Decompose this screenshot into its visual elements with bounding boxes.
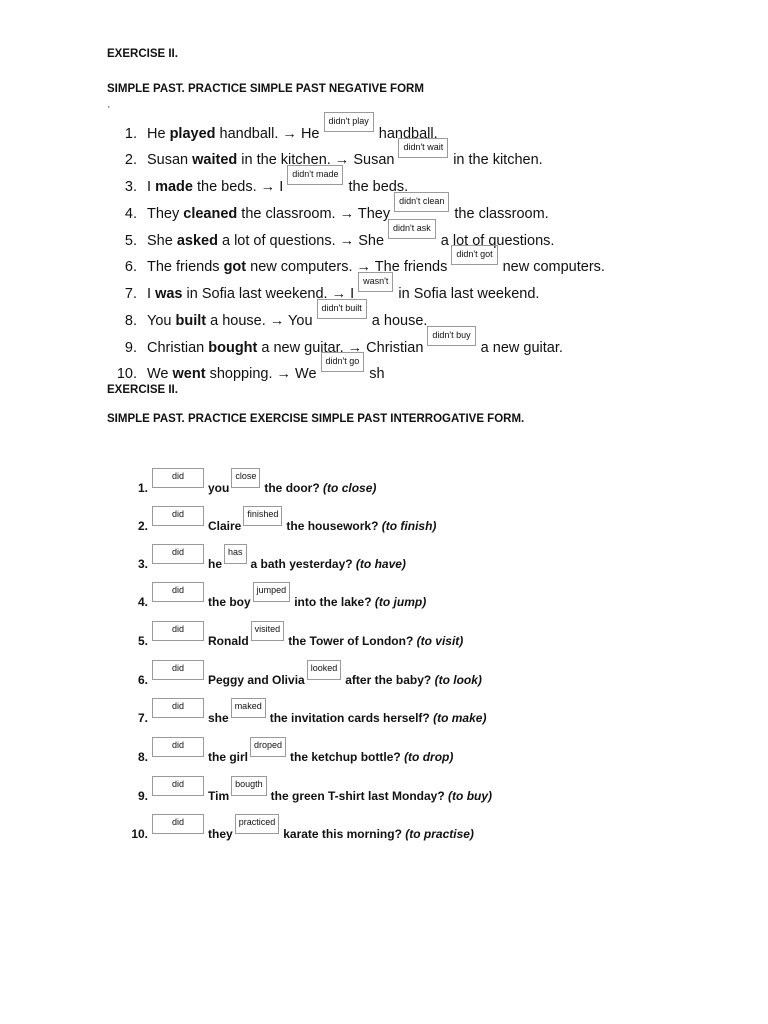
exercise-heading-2: EXERCISE II. xyxy=(107,384,178,396)
subject: they xyxy=(208,827,233,841)
verb-hint: (to visit) xyxy=(416,634,464,648)
question-rest: the housework? xyxy=(286,519,379,533)
subject: Peggy and Olivia xyxy=(208,673,305,687)
past-verb: waited xyxy=(192,152,238,168)
item-number: 9. xyxy=(137,789,148,803)
sentence-middle: the classroom. → They xyxy=(237,206,391,222)
answer-field[interactable]: wasn't xyxy=(358,272,393,292)
aux-answer-field[interactable]: did xyxy=(152,506,204,526)
item-number: 5. xyxy=(124,233,137,249)
aux-answer-field[interactable]: did xyxy=(152,468,204,488)
sentence-end: handball. xyxy=(378,126,438,142)
interrogative-item xyxy=(120,663,482,692)
interrogative-item xyxy=(120,817,474,846)
aux-answer-field[interactable]: did xyxy=(152,621,204,641)
sentence-middle: a house. → You xyxy=(206,313,313,329)
exercise-heading-1: EXERCISE II. xyxy=(107,48,178,60)
question-rest: the green T-shirt last Monday? xyxy=(270,789,445,803)
verb-hint: (to make) xyxy=(433,711,487,725)
sentence-middle: a lot of questions. → She xyxy=(217,233,385,249)
answer-field[interactable]: didn't go xyxy=(321,352,365,372)
sentence-start: They xyxy=(147,206,184,222)
past-verb: made xyxy=(155,179,193,195)
verb-hint: (to look) xyxy=(434,673,482,687)
interrogative-item xyxy=(120,779,493,808)
sentence-end: a new guitar. xyxy=(480,340,563,356)
past-verb: built xyxy=(175,313,207,329)
negative-item xyxy=(112,169,409,197)
aux-answer-field[interactable]: did xyxy=(152,698,204,718)
aux-answer-field[interactable]: did xyxy=(152,814,204,834)
item-number: 6. xyxy=(137,673,148,687)
negative-item xyxy=(112,116,438,144)
item-number: 8. xyxy=(137,750,148,764)
subject: the boy xyxy=(208,595,251,609)
sentence-start: You xyxy=(147,313,176,329)
past-verb: cleaned xyxy=(183,206,238,222)
answer-field[interactable]: didn't built xyxy=(317,299,367,319)
verb-hint: (to jump) xyxy=(374,595,427,609)
sentence-middle: in Sofia last weekend. → I xyxy=(182,286,355,302)
interrogative-item xyxy=(120,740,454,769)
verb-answer-field[interactable]: finished xyxy=(243,506,282,526)
answer-field[interactable]: didn't clean xyxy=(394,192,449,212)
subject: Ronald xyxy=(208,634,249,648)
sentence-start: Susan xyxy=(147,152,193,168)
sentence-start: I xyxy=(147,286,156,302)
aux-answer-field[interactable]: did xyxy=(152,544,204,564)
negative-item xyxy=(112,303,428,331)
sentence-middle: a new guitar. → Christian xyxy=(257,340,424,356)
question-rest: karate this morning? xyxy=(283,827,402,841)
sentence-end: the beds. xyxy=(348,179,409,195)
interrogative-item xyxy=(120,585,427,614)
verb-hint: (to practise) xyxy=(405,827,474,841)
answer-field[interactable]: didn't ask xyxy=(388,219,436,239)
verb-hint: (to close) xyxy=(323,481,377,495)
past-verb: went xyxy=(172,366,206,382)
answer-field[interactable]: didn't play xyxy=(324,112,374,132)
sentence-start: The friends xyxy=(147,259,224,275)
subject: the girl xyxy=(208,750,249,764)
item-number: 1. xyxy=(137,481,148,495)
subject: Claire xyxy=(208,519,242,533)
question-rest: after the baby? xyxy=(345,673,432,687)
verb-hint: (to drop) xyxy=(404,750,454,764)
interrogative-item xyxy=(120,701,487,730)
interrogative-item xyxy=(120,471,377,500)
negative-item xyxy=(112,356,385,384)
question-rest: a bath yesterday? xyxy=(250,557,353,571)
subject: Tim xyxy=(208,789,230,803)
item-number: 5. xyxy=(137,634,148,648)
sentence-end: a house. xyxy=(371,313,428,329)
past-verb: bought xyxy=(208,340,258,356)
question-rest: the Tower of London? xyxy=(288,634,414,648)
verb-answer-field[interactable]: looked xyxy=(307,660,342,680)
sentence-middle: handball. → He xyxy=(215,126,320,142)
past-verb: got xyxy=(223,259,247,275)
answer-field[interactable]: didn't made xyxy=(287,165,343,185)
question-rest: the ketchup bottle? xyxy=(290,750,401,764)
item-number: 10. xyxy=(131,827,148,841)
sentence-start: I xyxy=(147,179,156,195)
negative-item xyxy=(112,196,549,224)
item-number: 9. xyxy=(124,340,137,356)
verb-hint: (to have) xyxy=(355,557,406,571)
verb-answer-field[interactable]: has xyxy=(224,544,247,564)
aux-answer-field[interactable]: did xyxy=(152,660,204,680)
item-number: 3. xyxy=(137,557,148,571)
subject: she xyxy=(208,711,229,725)
verb-answer-field[interactable]: jumped xyxy=(253,582,291,602)
subject: he xyxy=(208,557,223,571)
sentence-end: sh xyxy=(369,366,385,382)
item-number: 4. xyxy=(137,595,148,609)
verb-answer-field[interactable]: practiced xyxy=(235,814,280,834)
sentence-middle: new computers. → The friends xyxy=(246,259,448,275)
aux-answer-field[interactable]: did xyxy=(152,582,204,602)
question-rest: into the lake? xyxy=(294,595,372,609)
item-number: 3. xyxy=(124,179,137,195)
aux-answer-field[interactable]: did xyxy=(152,776,204,796)
item-number: 6. xyxy=(124,259,137,275)
verb-answer-field[interactable]: droped xyxy=(250,737,286,757)
exercise-title-interrogative: SIMPLE PAST. PRACTICE EXERCISE SIMPLE PAST INTERROGATIVE FORM. xyxy=(107,413,525,425)
sentence-end: in Sofia last weekend. xyxy=(398,286,540,302)
interrogative-item xyxy=(120,624,464,653)
item-number: 7. xyxy=(124,286,137,302)
item-number: 2. xyxy=(124,152,137,168)
sentence-middle: the beds. → I xyxy=(192,179,284,195)
sentence-start: We xyxy=(147,366,173,382)
question-rest: the invitation cards herself? xyxy=(269,711,430,725)
sentence-middle: in the kitchen. → Susan xyxy=(237,152,395,168)
aux-answer-field[interactable]: did xyxy=(152,737,204,757)
stray-dot: · xyxy=(107,101,111,113)
past-verb: played xyxy=(169,126,216,142)
sentence-end: the classroom. xyxy=(454,206,549,222)
sentence-end: a lot of questions. xyxy=(440,233,555,249)
verb-hint: (to finish) xyxy=(381,519,437,533)
sentence-end: new computers. xyxy=(502,259,605,275)
sentence-middle: shopping. → We xyxy=(205,366,317,382)
verb-answer-field[interactable]: bougth xyxy=(231,776,267,796)
subject: you xyxy=(208,481,230,495)
past-verb: was xyxy=(155,286,183,302)
item-number: 4. xyxy=(124,206,137,222)
past-verb: asked xyxy=(176,233,218,249)
verb-answer-field[interactable]: visited xyxy=(251,621,285,641)
item-number: 2. xyxy=(137,519,148,533)
item-number: 7. xyxy=(137,711,148,725)
sentence-start: She xyxy=(147,233,177,249)
item-number: 10. xyxy=(116,366,137,382)
interrogative-item xyxy=(120,509,437,538)
verb-answer-field[interactable]: close xyxy=(231,468,260,488)
sentence-start: He xyxy=(147,126,170,142)
answer-field[interactable]: didn't got xyxy=(451,245,497,265)
answer-field[interactable]: didn't buy xyxy=(427,326,475,346)
interrogative-item xyxy=(120,547,406,576)
sentence-end: in the kitchen. xyxy=(453,152,543,168)
verb-hint: (to buy) xyxy=(448,789,493,803)
item-number: 1. xyxy=(124,126,137,142)
question-rest: the door? xyxy=(264,481,320,495)
verb-answer-field[interactable]: maked xyxy=(231,698,266,718)
item-number: 8. xyxy=(124,313,137,329)
sentence-start: Christian xyxy=(147,340,209,356)
exercise-title-negative: SIMPLE PAST. PRACTICE SIMPLE PAST NEGATIVE FORM xyxy=(107,83,424,95)
answer-field[interactable]: didn't wait xyxy=(398,138,448,158)
